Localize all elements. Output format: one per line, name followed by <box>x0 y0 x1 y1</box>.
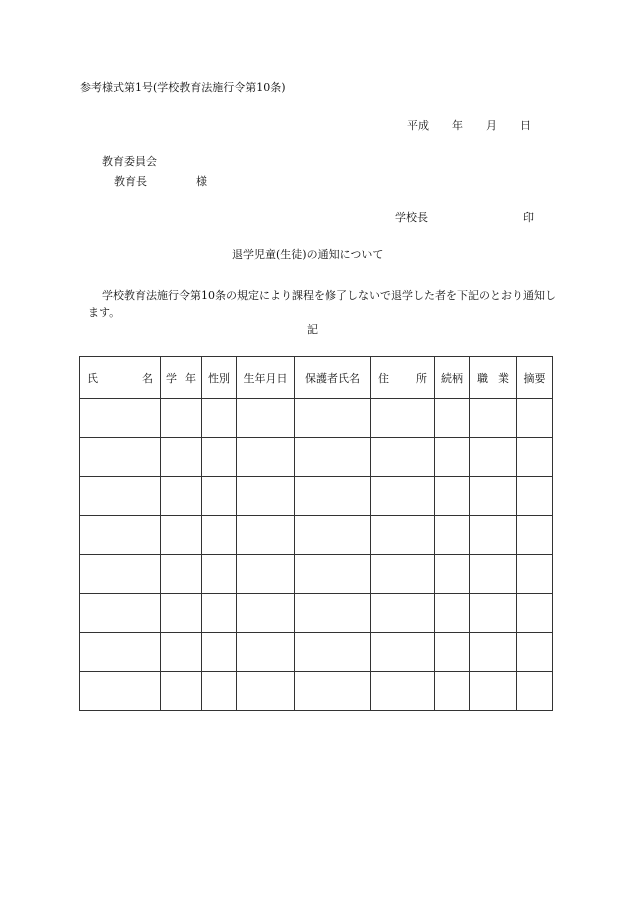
table-cell <box>295 477 371 516</box>
table-cell <box>470 555 517 594</box>
date-day: 日 <box>520 119 531 132</box>
header-gender: 性別 <box>202 357 237 399</box>
table-cell <box>202 516 237 555</box>
table-cell <box>517 633 553 672</box>
table-cell <box>237 672 295 711</box>
table-cell <box>517 516 553 555</box>
table-cell <box>470 516 517 555</box>
table-cell <box>470 633 517 672</box>
table-row <box>80 438 553 477</box>
table-header-row <box>80 357 553 399</box>
table-cell <box>470 399 517 438</box>
addressee-honorific: 様 <box>196 175 207 188</box>
table-row <box>80 477 553 516</box>
table-cell <box>435 477 470 516</box>
header-guardian-name: 保護者氏名 <box>295 357 371 399</box>
table-cell <box>371 438 435 477</box>
table-cell <box>161 399 202 438</box>
table-row <box>80 633 553 672</box>
table-cell <box>161 555 202 594</box>
table-cell <box>161 477 202 516</box>
table-cell <box>435 516 470 555</box>
table-cell <box>517 555 553 594</box>
seal-mark: 印 <box>523 211 534 224</box>
table-cell <box>202 438 237 477</box>
table-cell <box>202 399 237 438</box>
table-cell <box>371 477 435 516</box>
date-era: 平成 <box>407 119 429 132</box>
table-cell <box>295 594 371 633</box>
table-cell <box>237 438 295 477</box>
table-cell <box>295 672 371 711</box>
body-text: 学校教育法施行令第10条の規定により課程を修了しないで退学した者を下記のとおり通知します。 <box>88 289 556 319</box>
addressee-committee: 教育委員会 <box>102 155 157 168</box>
table-cell <box>202 555 237 594</box>
table-cell <box>295 555 371 594</box>
table-cell <box>80 672 161 711</box>
table-cell <box>517 594 553 633</box>
date-line <box>407 119 531 133</box>
table-cell <box>237 594 295 633</box>
table-cell <box>517 438 553 477</box>
table-cell <box>371 516 435 555</box>
addressee-superintendent: 教育長 <box>114 175 147 188</box>
table-cell <box>435 438 470 477</box>
table-cell <box>371 633 435 672</box>
table-cell <box>371 399 435 438</box>
table-cell <box>435 672 470 711</box>
table-cell <box>237 555 295 594</box>
table-cell <box>80 555 161 594</box>
table-cell <box>237 516 295 555</box>
sender-principal: 学校長 <box>395 211 428 224</box>
table-cell <box>295 633 371 672</box>
ki-heading: 記 <box>307 323 318 336</box>
table-cell <box>202 633 237 672</box>
table-cell <box>470 594 517 633</box>
date-month: 月 <box>486 119 497 132</box>
table-cell <box>202 477 237 516</box>
table-cell <box>371 672 435 711</box>
table-cell <box>470 438 517 477</box>
header-birthdate: 生年月日 <box>237 357 295 399</box>
reference-form-title: 参考様式第1号(学校教育法施行令第10条) <box>80 81 286 94</box>
table-cell <box>161 594 202 633</box>
table-cell <box>295 399 371 438</box>
table-cell <box>237 399 295 438</box>
table-cell <box>237 633 295 672</box>
table-cell <box>80 594 161 633</box>
table-cell <box>435 555 470 594</box>
table-cell <box>517 477 553 516</box>
table-cell <box>435 594 470 633</box>
table-cell <box>517 399 553 438</box>
table-cell <box>80 633 161 672</box>
header-address: 住 所 <box>371 357 435 399</box>
header-name: 氏 名 <box>80 357 161 399</box>
table-cell <box>80 477 161 516</box>
table-cell <box>295 438 371 477</box>
table-row <box>80 672 553 711</box>
table-row <box>80 516 553 555</box>
table-cell <box>435 399 470 438</box>
document-title: 退学児童(生徒)の通知について <box>232 248 384 261</box>
header-occupation: 職 業 <box>470 357 517 399</box>
table-cell <box>161 516 202 555</box>
table-cell <box>371 555 435 594</box>
table-row <box>80 594 553 633</box>
table-cell <box>237 477 295 516</box>
table-row <box>80 555 553 594</box>
date-year: 年 <box>452 119 463 132</box>
table-cell <box>202 672 237 711</box>
table-cell <box>470 477 517 516</box>
table-cell <box>371 594 435 633</box>
header-grade: 学 年 <box>161 357 202 399</box>
table-cell <box>202 594 237 633</box>
table-row <box>80 399 553 438</box>
table-cell <box>80 516 161 555</box>
table-cell <box>161 672 202 711</box>
table-cell <box>80 438 161 477</box>
table-cell <box>517 672 553 711</box>
header-remarks: 摘要 <box>517 357 553 399</box>
table-cell <box>161 438 202 477</box>
table-cell <box>161 633 202 672</box>
table-cell <box>80 399 161 438</box>
withdrawal-records-table <box>79 356 553 711</box>
table-cell <box>435 633 470 672</box>
header-relationship: 続柄 <box>435 357 470 399</box>
table-cell <box>470 672 517 711</box>
table-cell <box>295 516 371 555</box>
